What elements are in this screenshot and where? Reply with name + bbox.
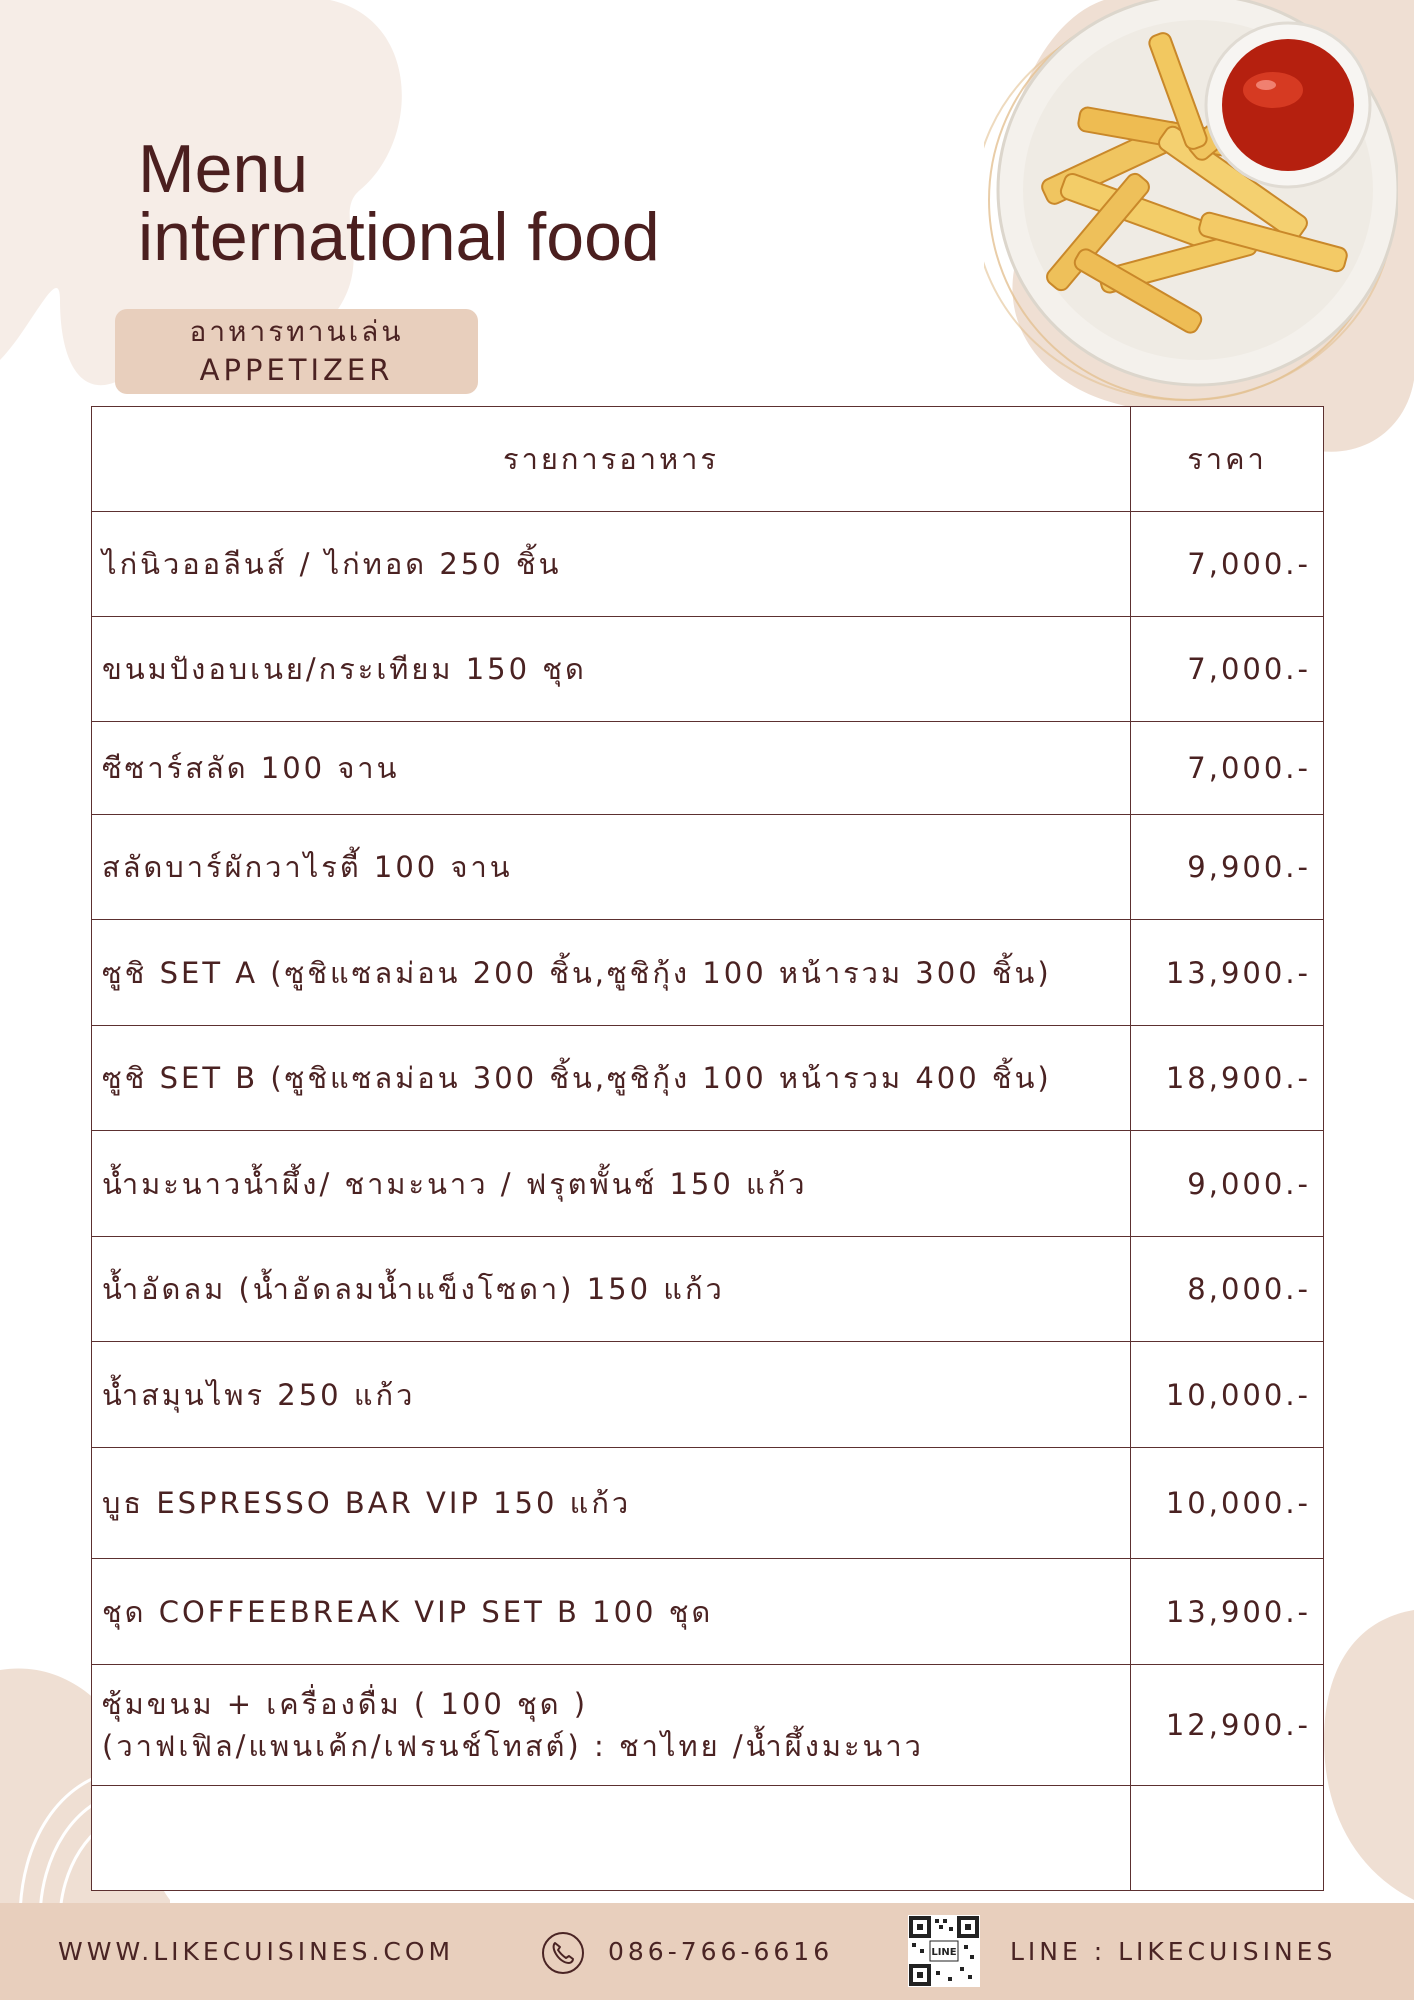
menu-item-line-2: (วาฟเฟิล/แพนเค้ก/เฟรนช์โทสต์) : ชาไทย /น้ำผึ้งมะนาว xyxy=(102,1729,924,1763)
empty-cell xyxy=(1131,1786,1324,1891)
footer-phone[interactable]: 086-766-6616 xyxy=(608,1937,834,1966)
menu-price: 13,900.- xyxy=(1131,1559,1324,1665)
title-line-2: international food xyxy=(138,199,660,275)
menu-item: ชุด COFFEEBREAK VIP SET B 100 ชุด xyxy=(92,1559,1131,1665)
table-row xyxy=(92,722,1324,815)
footer xyxy=(0,1903,1414,2000)
table-row xyxy=(92,1237,1324,1342)
menu-item: น้ำมะนาวน้ำผึ้ง/ ชามะนาว / ฟรุตพั้นซ์ 150 แก้ว xyxy=(92,1131,1131,1237)
qr-code-icon xyxy=(908,1915,980,1987)
table-row xyxy=(92,1559,1324,1665)
table-header-row xyxy=(92,407,1324,512)
fries-plate-image xyxy=(948,0,1398,400)
menu-price: 10,000.- xyxy=(1131,1342,1324,1448)
menu-table xyxy=(91,406,1324,1891)
qr-label: LINE xyxy=(931,1947,957,1958)
table-row xyxy=(92,512,1324,617)
category-english: APPETIZER xyxy=(199,353,394,387)
menu-price: 8,000.- xyxy=(1131,1237,1324,1342)
menu-item: น้ำอัดลม (น้ำอัดลมน้ำแข็งโซดา) 150 แก้ว xyxy=(92,1237,1131,1342)
menu-price: 7,000.- xyxy=(1131,617,1324,722)
table-row xyxy=(92,1342,1324,1448)
header-item: รายการอาหาร xyxy=(92,407,1131,512)
header-price: ราคา xyxy=(1131,407,1324,512)
category-thai: อาหารทานเล่น xyxy=(189,315,404,348)
menu-price: 9,000.- xyxy=(1131,1131,1324,1237)
menu-price: 10,000.- xyxy=(1131,1448,1324,1559)
table-row xyxy=(92,920,1324,1026)
footer-website-link[interactable]: WWW.LIKECUISINES.COM xyxy=(58,1937,455,1966)
footer-line-id[interactable]: LINE : LIKECUISINES xyxy=(1010,1937,1337,1966)
title-line-1: Menu xyxy=(138,131,309,207)
phone-icon xyxy=(541,1931,585,1975)
menu-item: ซีซาร์สลัด 100 จาน xyxy=(92,722,1131,815)
menu-item: บูธ ESPRESSO BAR VIP 150 แก้ว xyxy=(92,1448,1131,1559)
menu-price: 9,900.- xyxy=(1131,815,1324,920)
table-row xyxy=(92,617,1324,722)
table-row xyxy=(92,815,1324,920)
menu-item xyxy=(92,1665,1131,1786)
table-row xyxy=(92,1448,1324,1559)
menu-price: 7,000.- xyxy=(1131,722,1324,815)
menu-item: ไก่นิวออลีนส์ / ไก่ทอด 250 ชิ้น xyxy=(92,512,1131,617)
menu-price: 13,900.- xyxy=(1131,920,1324,1026)
menu-price: 7,000.- xyxy=(1131,512,1324,617)
menu-item-line-1: ซุ้มขนม + เครื่องดื่ม ( 100 ชุด ) xyxy=(102,1687,589,1721)
empty-cell xyxy=(92,1786,1131,1891)
menu-item: น้ำสมุนไพร 250 แก้ว xyxy=(92,1342,1131,1448)
menu-price: 18,900.- xyxy=(1131,1026,1324,1131)
table-row-empty xyxy=(92,1786,1324,1891)
menu-price: 12,900.- xyxy=(1131,1665,1324,1786)
menu-item: สลัดบาร์ผักวาไรตี้ 100 จาน xyxy=(92,815,1131,920)
table-row xyxy=(92,1026,1324,1131)
menu-item: ซูชิ SET B (ซูชิแซลม่อน 300 ชิ้น,ซูชิกุ้ง 100 หน้ารวม 400 ชิ้น) xyxy=(92,1026,1131,1131)
menu-item: ขนมปังอบเนย/กระเทียม 150 ชุด xyxy=(92,617,1131,722)
page-title xyxy=(138,131,660,275)
category-badge xyxy=(115,309,478,394)
menu-item: ซูชิ SET A (ซูชิแซลม่อน 200 ชิ้น,ซูชิกุ้ง 100 หน้ารวม 300 ชิ้น) xyxy=(92,920,1131,1026)
table-row xyxy=(92,1665,1324,1786)
table-row xyxy=(92,1131,1324,1237)
